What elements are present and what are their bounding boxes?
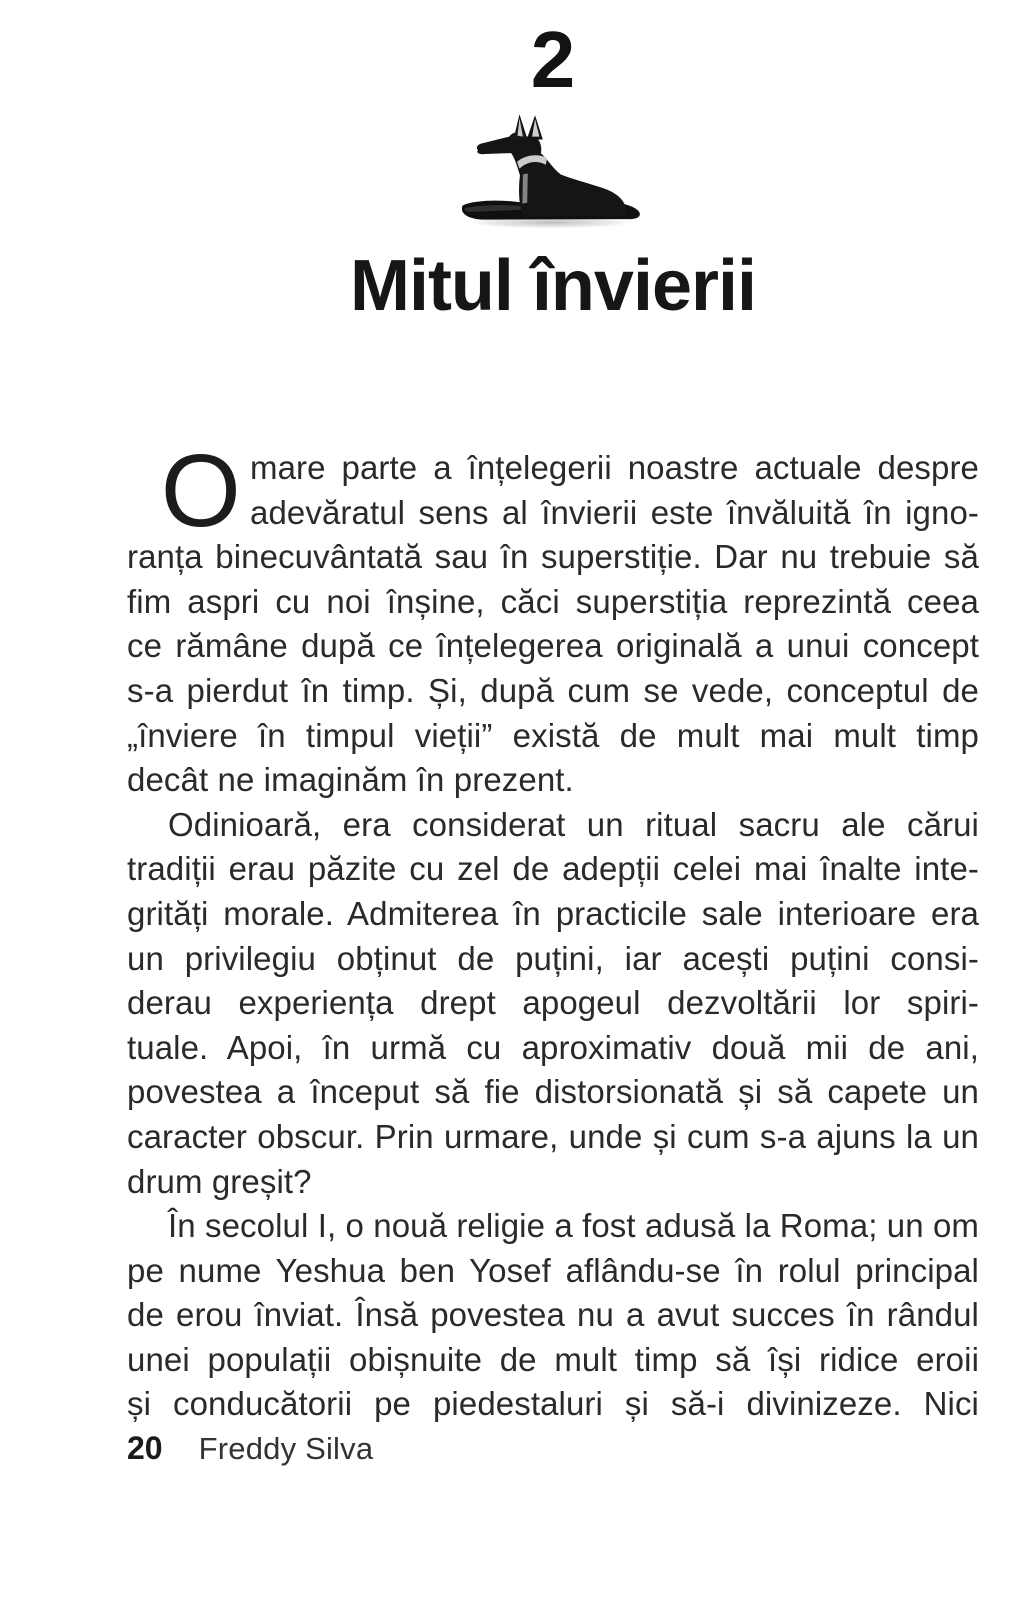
text-line: ranța binecuvântată sau în superstiție. Dar nu trebuie să: [127, 538, 979, 576]
text-line: drum greșit?: [127, 1162, 312, 1200]
paragraph: [127, 1204, 979, 1427]
page-footer: [127, 1430, 979, 1467]
page-number: 20: [127, 1430, 163, 1467]
paragraph: [127, 433, 979, 803]
text-line: decât ne imaginăm în prezent.: [127, 761, 574, 799]
text-line: povestea a început să fie distorsionată și să capete un: [127, 1073, 979, 1111]
text-line: derau experiența drept apogeul dezvoltării lor spiri-: [127, 984, 979, 1022]
text-line: adevăratul sens al învierii este învăluită în igno-: [250, 493, 979, 531]
running-head-author: Freddy Silva: [198, 1431, 374, 1467]
text-line: un privilegiu obținut de puțini, iar acești puțini consi-: [127, 939, 979, 977]
text-line: și conducătorii pe piedestaluri și să-i divinizeze. Nici: [127, 1385, 979, 1423]
text-line: mare parte a înțelegerii noastre actuale despre: [250, 449, 979, 486]
text-line: unei populații obișnuite de mult timp să își ridice eroii: [127, 1340, 979, 1378]
text-line: tuale. Apoi, în urmă cu aproximativ două mii de ani,: [127, 1028, 979, 1066]
text-line: În secolul I, o nouă religie a fost adusă la Roma; un om: [168, 1207, 979, 1245]
text-line: fim aspri cu noi înșine, căci superstiția reprezintă ceea: [127, 582, 979, 620]
text-line: grități morale. Admiterea în practicile sale interioare era: [127, 894, 979, 932]
text-line: „înviere în timpul vieții” există de mult mai mult timp: [127, 716, 979, 754]
drop-cap: O: [160, 433, 241, 548]
text-line: ce rămâne după ce înțelegerea originală a unui concept: [127, 627, 979, 665]
anubis-jackal-statue-icon: [451, 112, 655, 234]
text-line: Odinioară, era considerat un ritual sacru ale cărui: [168, 805, 979, 843]
text-line: pe nume Yeshua ben Yosef aflându-se în rolul principal: [127, 1251, 979, 1289]
chapter-number: 2: [530, 15, 576, 104]
text-line: de erou înviat. Însă povestea nu a avut succes în rândul: [127, 1296, 979, 1334]
text-line: caracter obscur. Prin urmare, unde și cum s-a ajuns la un: [127, 1117, 979, 1155]
chapter-illustration: [127, 112, 979, 234]
page-content: [127, 0, 979, 1467]
body-text: [127, 433, 979, 1427]
text-line: s-a pierdut în timp. Și, după cum se vede, conceptul de: [127, 671, 979, 709]
text-line: tradiții erau păzite cu zel de adepții celei mai înalte inte-: [127, 850, 979, 888]
paragraph: [127, 803, 979, 1204]
chapter-title: Mitul învierii: [349, 246, 757, 326]
